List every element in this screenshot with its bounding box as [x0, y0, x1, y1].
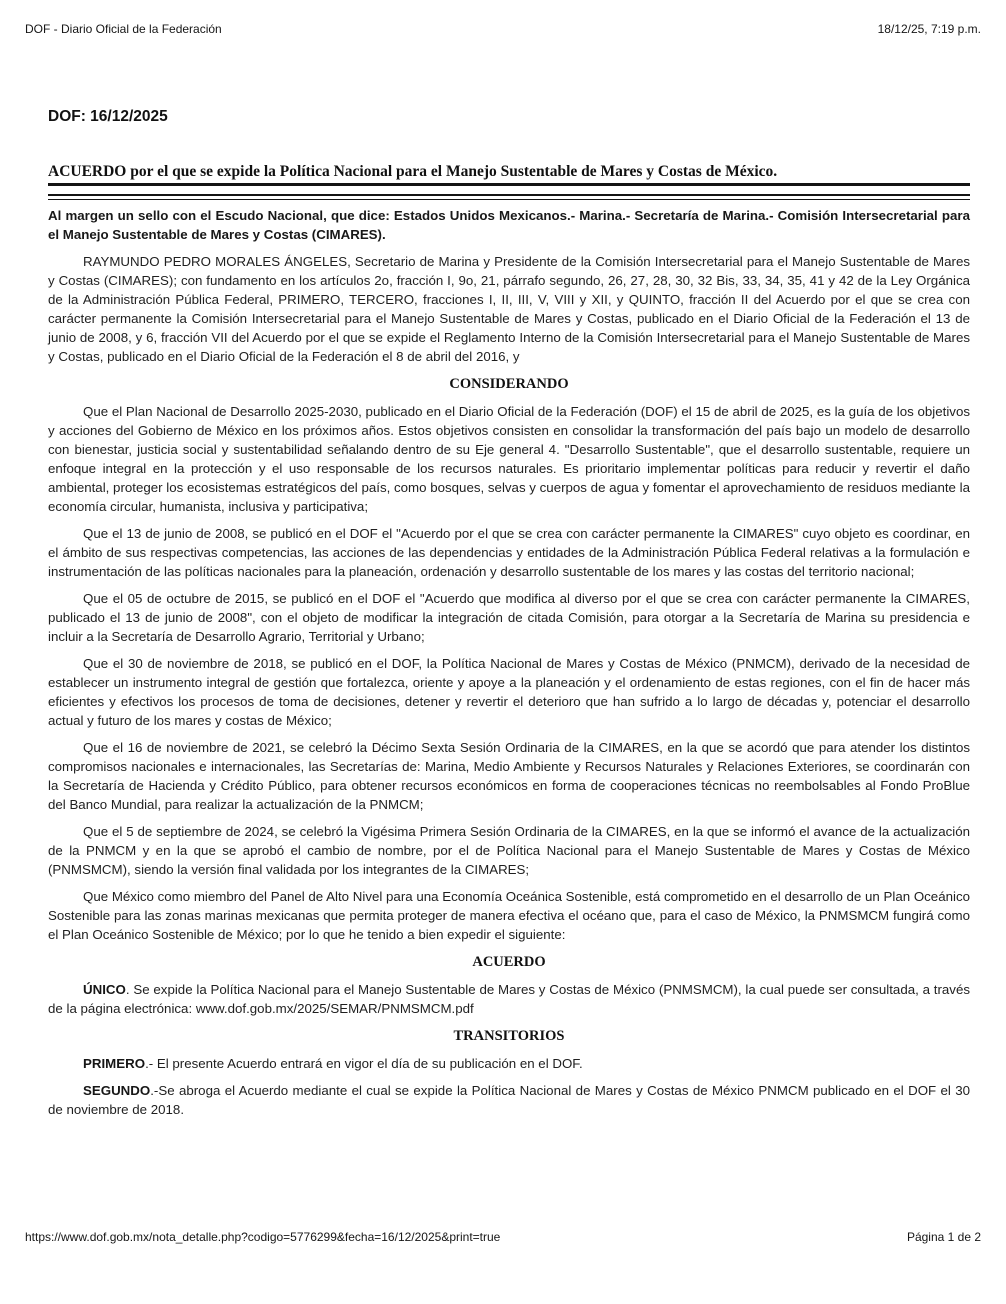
transitorio-label: PRIMERO [83, 1056, 146, 1071]
unico-text: . Se expide la Política Nacional para el Manejo Sustentable de Mares y Costas de México (PNMSMCM), la cual puede ser consultada, a través de la página electrónica: www.dof.gob.mx/2025/SEMAR/PNMSMCM.pdf [48, 982, 970, 1016]
considerando-paragraph: Que el Plan Nacional de Desarrollo 2025-2030, publicado en el Diario Oficial de la Federación (DOF) el 15 de abril de 2025, es la guía de los objetivos y acciones del Gobierno de México en los próximos años. Estos objetivos consisten en consolidar la transformación del país bajo un modelo de desarrollo con bienestar, justicia social y sustentabilidad señalando dentro de su Eje general 4. "Desarrollo Sustentable", que el desarrollo sustentable, requiere un enfoque integral en la protección y el uso responsable de los recursos naturales. Es prioritario implementar políticas para reducir y revertir el daño ambiental, proteger los ecosistemas estratégicos del país, como bosques, selvas y cuerpos de agua y fomentar el aprovechamiento de residuos mediante la economía circular, humanista, inclusiva y participativa; [48, 404, 970, 514]
acuerdo-section-heading: ACUERDO [472, 954, 546, 970]
transitorio-text: .- El presente Acuerdo entrará en vigor el día de su publicación en el DOF. [145, 1056, 583, 1071]
transitorio-text: .-Se abroga el Acuerdo mediante el cual se expide la Política Nacional de Mares y Costas de México PNMCM publicado en el DOF el 30 de noviembre de 2018. [48, 1083, 970, 1117]
document-body [48, 107, 970, 1127]
considerando-paragraph: Que el 05 de octubre de 2015, se publicó en el DOF el "Acuerdo que modifica al diverso por el que se crea con carácter permanente la CIMARES, publicado el 13 de junio de 2008", con el objeto de modificar la integración de citada Comisión, para otorgar a la Secretaría de Marina su presidencia e incluir a la Secretaría de Desarrollo Agrario, Territorial y Urbano; [48, 591, 970, 644]
divider-rule [48, 194, 970, 200]
acuerdo-title-block [48, 162, 970, 186]
print-footer-url: https://www.dof.gob.mx/nota_detalle.php?codigo=5776299&fecha=16/12/2025&print=true [25, 1230, 501, 1244]
considerando-paragraph: Que el 16 de noviembre de 2021, se celebró la Décimo Sexta Sesión Ordinaria de la CIMARES, en la que se acordó que para atender los distintos compromisos nacionales e internacionales, las Secretarías de: Marina, Medio Ambiente y Recursos Naturales y Relaciones Exteriores, se coordinarán con la Secretaría de Hacienda y Crédito Público, para obtener recursos económicos en forma de cooperaciones técnicas no reembolsables al Fondo ProBlue del Banco Mundial, para realizar la actualización de la PNMCM; [48, 740, 970, 812]
considerando-paragraph: Que el 30 de noviembre de 2018, se publicó en el DOF, la Política Nacional de Mares y Costas de México (PNMCM), derivado de la necesidad de establecer un instrumento integral de gestión que fortalezca, oriente y apoye a la planeación y el ordenamiento de estas regiones, con el fin de hacer más eficientes y efectivos los procesos de toma de decisiones, detener y revertir el deterioro que han sufrido a lo largo de décadas y, potenciar el desarrollo actual y futuro de los mares y costas de México; [48, 656, 970, 728]
considerando-heading: CONSIDERANDO [449, 376, 569, 392]
transitorio-paragraph [48, 1054, 970, 1073]
intro-paragraph: RAYMUNDO PEDRO MORALES ÁNGELES, Secretario de Marina y Presidente de la Comisión Intersecretarial para el Manejo Sustentable de Mares y Costas (CIMARES); con fundamento en los artículos 2o, fracción I, 9o, 21, párrafo segundo, 26, 27, 28, 30, 32 Bis, 33, 34, 35, 41 y 42 de la Ley Orgánica de la Administración Pública Federal, PRIMERO, TERCERO, fracciones I, II, III, V, VIII y XII, y QUINTO, fracción II del Acuerdo por el que se crea con carácter permanente la Comisión Intersecretarial para el Manejo Sustentable de Mares y Costas, publicado en el Diario Oficial de la Federación el 13 de junio de 2008, y 6, fracción VII del Acuerdo por el que se expide el Reglamento Interno de la Comisión Intersecretarial para el Manejo Sustentable de Mares y Costas, publicado en el Diario Oficial de la Federación el 8 de abril del 2016, y [48, 254, 970, 364]
print-footer [25, 1230, 981, 1244]
considerando-paragraph: Que el 13 de junio de 2008, se publicó en el DOF el "Acuerdo por el que se crea con carácter permanente la CIMARES" cuyo objeto es coordinar, en el ámbito de sus respectivas competencias, las acciones de las dependencias y entidades de la Administración Pública Federal relativas a la formulación e instrumentación de las políticas nacionales para la planeación, ordenación y desarrollo sustentable de los mares y las costas del territorio nacional; [48, 526, 970, 579]
unico-label: ÚNICO [83, 982, 126, 997]
al-margen-paragraph: Al margen un sello con el Escudo Nacional, que dice: Estados Unidos Mexicanos.- Marina.- Secretaría de Marina.- Comisión Intersecretarial para el Manejo Sustentable de Mares y Costas (CIMARES). [48, 208, 970, 242]
print-header-datetime: 18/12/25, 7:19 p.m. [877, 22, 981, 36]
transitorio-paragraph [48, 1081, 970, 1119]
transitorios-heading: TRANSITORIOS [453, 1028, 565, 1044]
considerando-paragraph: Que México como miembro del Panel de Alto Nivel para una Economía Oceánica Sostenible, está comprometido en el desarrollo de un Plan Oceánico Sostenible para las zonas marinas mexicanas que permita proteger de manera efectiva el océano que, para el caso de México, la PNMSMCM fungirá como el Plan Oceánico Sostenible de México; por lo que he tenido a bien expedir el siguiente: [48, 889, 970, 942]
transitorio-label: SEGUNDO [83, 1083, 151, 1098]
considerando-paragraph: Que el 5 de septiembre de 2024, se celebró la Vigésima Primera Sesión Ordinaria de la CIMARES, en la que se informó el avance de la actualización de la PNMCM y en la que se aprobó el cambio de nombre, por el de Política Nacional para el Manejo Sustentable de Mares y Costas de México (PNMSMCM), siendo la versión final validada por los integrantes de la CIMARES; [48, 824, 970, 877]
print-header [25, 22, 981, 36]
dof-date-title: DOF: 16/12/2025 [48, 108, 168, 125]
print-footer-page-number: Página 1 de 2 [906, 1230, 981, 1244]
acuerdo-title: ACUERDO por el que se expide la Política Nacional para el Manejo Sustentable de Mares y Costas de México. [48, 163, 778, 180]
unico-paragraph [48, 980, 970, 1018]
print-header-doc-title: DOF - Diario Oficial de la Federación [25, 22, 222, 36]
